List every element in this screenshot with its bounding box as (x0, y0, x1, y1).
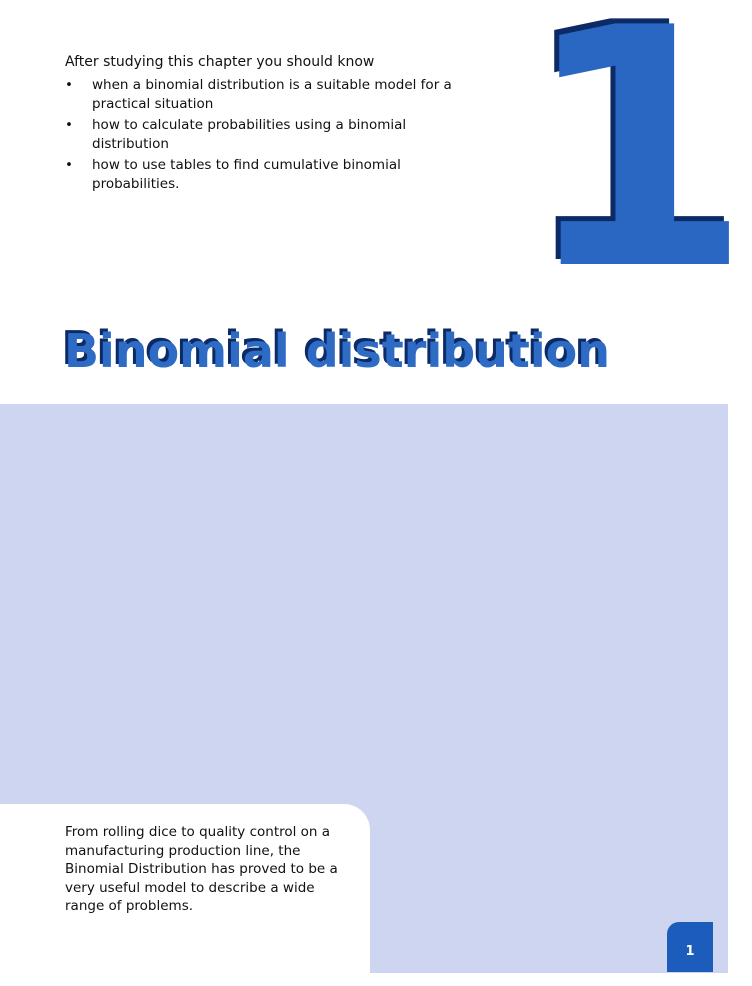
learning-objectives (65, 53, 475, 196)
bullet-icon: • (65, 157, 73, 173)
objective-text: when a binomial distribution is a suitable model for a practical situation (92, 77, 452, 112)
bullet-icon: • (65, 77, 73, 93)
objectives-heading: After studying this chapter you should know (65, 54, 375, 70)
objective-item (65, 156, 475, 194)
chapter-title: Binomial distribution (64, 324, 611, 378)
objectives-list (65, 76, 475, 194)
objective-item (65, 76, 475, 114)
chapter-number: 1 (522, 0, 752, 342)
intro-paragraph: From rolling dice to quality control on a manufacturing production line, the Binomial Distribution has proved to be a very useful model to describe a wide range of problems. (65, 824, 338, 914)
objective-item (65, 116, 475, 154)
objective-text: how to calculate probabilities using a binomial distribution (92, 117, 407, 152)
bullet-icon: • (65, 117, 73, 133)
page-number-tab: 1 (667, 922, 713, 972)
objective-text: how to use tables to find cumulative binomial probabilities. (92, 157, 401, 192)
